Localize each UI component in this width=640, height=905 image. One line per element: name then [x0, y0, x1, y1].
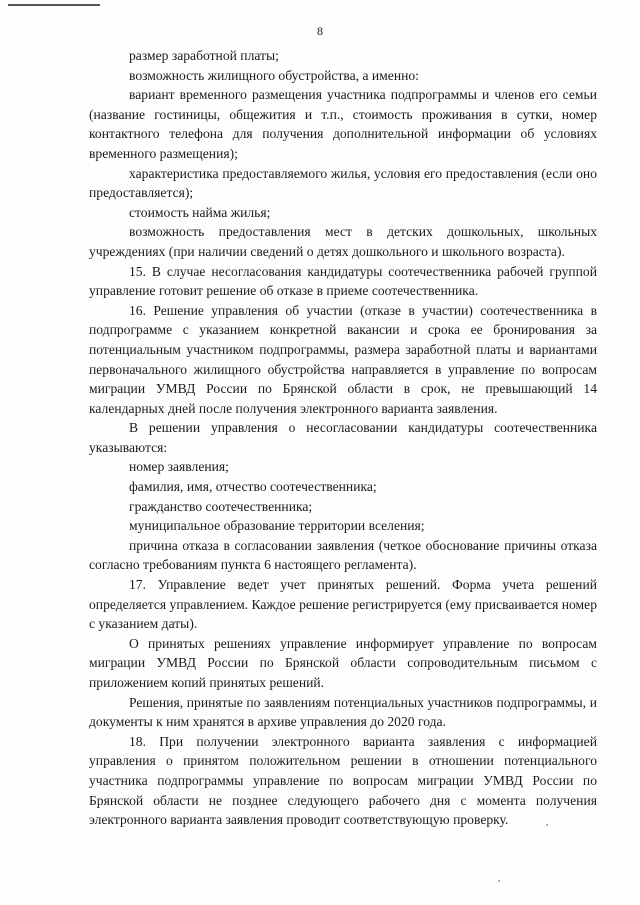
paragraph: фамилия, имя, отчество соотечественника; [129, 479, 377, 495]
paragraph: причина отказа в согласовании заявления (четкое обоснование причины отказа согласно требованиям пункта 6 настоящего регламента). [89, 537, 597, 573]
paragraph: 15. В случае несогласования кандидатуры соотечественника рабочей группой управление готовит решение об отказе в приеме соотечественника. [89, 263, 597, 299]
paragraph: стоимость найма жилья; [129, 204, 271, 220]
paragraph: Решения, принятые по заявлениям потенциальных участников подпрограммы, и документы к ним хранятся в архиве управления до 2020 года. [89, 694, 597, 730]
paragraph: номер заявления; [129, 459, 229, 475]
paragraph: характеристика предоставляемого жилья, условия его предоставления (если оно предоставляется); [89, 165, 597, 201]
paragraph: возможность предоставления мест в детских дошкольных, школьных учреждениях (при наличии сведений о детях дошкольного и школьного возраста). [89, 224, 597, 259]
paragraph: гражданство соотечественника; [129, 498, 313, 514]
paragraph: В решении управления о несогласовании кандидатуры соотечественника указываются: [89, 420, 597, 455]
scan-artifact [546, 824, 548, 826]
page-number: 8 [317, 24, 323, 38]
top-rule-divider [8, 4, 100, 6]
document-body [89, 46, 597, 830]
paragraph: О принятых решениях управление информирует управление по вопросам миграции УМВД России по Брянской области сопроводительным письмом с приложением копий принятых решений. [89, 635, 597, 690]
scan-artifact [498, 880, 500, 882]
paragraph: 16. Решение управления об участии (отказе в участии) соотечественника в подпрограмме с указанием конкретной вакансии и срока ее бронирования за потенциальным участником подпрограммы, размера заработной платы и вариантами первоначального жилищного обустройства направляется в управление по вопросам миграции УМВД России по Брянской области в срок, не превышающий 14 календарных дней после получения электронного варианта заявления. [89, 302, 597, 416]
paragraph: возможность жилищного обустройства, а именно: [129, 67, 419, 83]
paragraph: 18. При получении электронного варианта заявления с информацией управления о принятом положительном решении в отношении потенциального участника подпрограммы управление по вопросам миграции УМВД России по Брянской области не позднее следующего рабочего дня с момента получения электронного варианта заявления проводит соответствующую проверку. [89, 733, 597, 828]
paragraph: вариант временного размещения участника подпрограммы и членов его семьи (название гостиницы, общежития и т.п., стоимость проживания в сутки, номер контактного телефона для получения дополнительной информации об условиях временного размещения); [89, 87, 597, 161]
paragraph: муниципальное образование территории вселения; [129, 518, 425, 534]
paragraph: размер заработной платы; [129, 48, 279, 63]
paragraph: 17. Управление ведет учет принятых решений. Форма учета решений определяется управлением. Каждое решение регистрируется (ему присваивается номер с указанием даты). [89, 577, 597, 632]
